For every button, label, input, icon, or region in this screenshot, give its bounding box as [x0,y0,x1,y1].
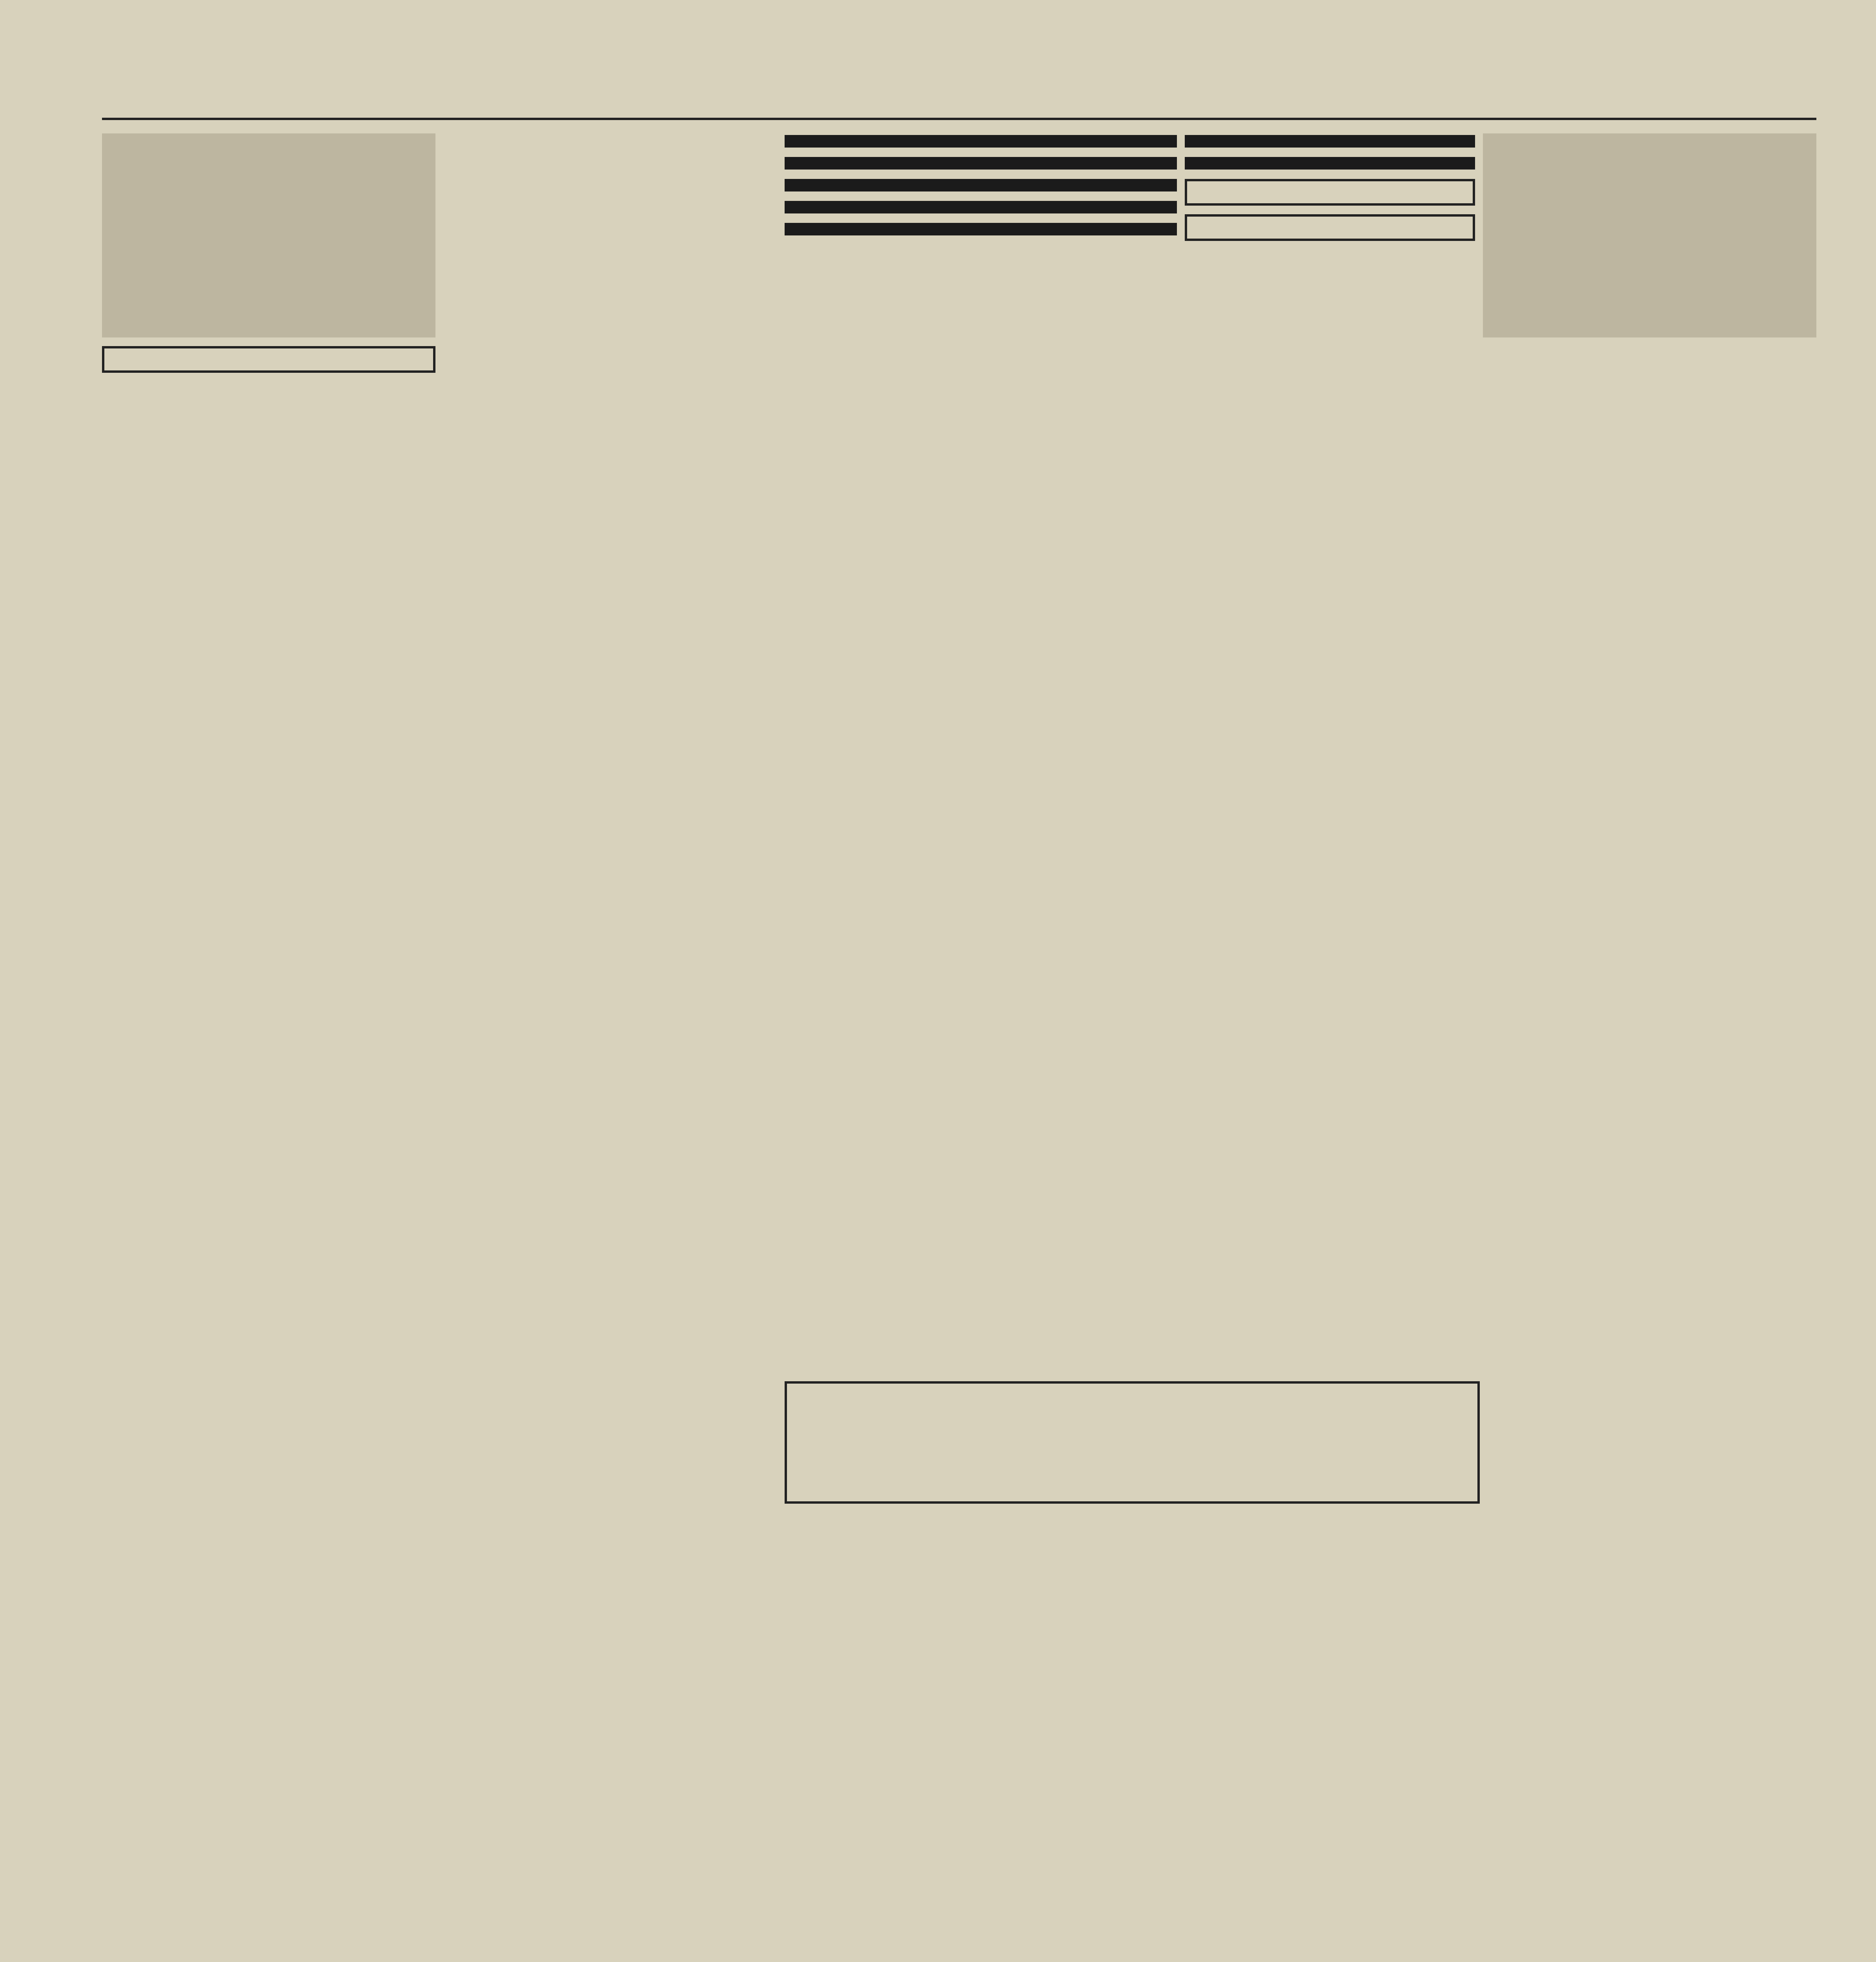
column-4-ad-2 [1185,214,1475,241]
column-4-box-1 [1185,135,1475,148]
gardening-article [785,1515,1475,1962]
ad-illustration [102,133,435,337]
column-1 [102,126,435,1962]
gardening-banner [785,1381,1480,1504]
article-columns [785,1523,1475,1525]
column-4-box-2 [1185,157,1475,170]
page-header [102,71,1816,120]
column-2 [443,126,777,1962]
section-box-1 [785,135,1177,148]
column-5 [1483,126,1816,1962]
section-box-2 [785,157,1177,170]
section-box-4 [785,201,1177,213]
section-box-3 [785,179,1177,191]
section-box-5 [785,223,1177,235]
banner-headline [787,1384,1477,1399]
notice-box [102,346,435,373]
column-3-classifieds [785,126,1177,1491]
column-4-ad-1 [1185,179,1475,206]
column-4-classifieds [1185,126,1475,1491]
column-5-ad-illustration [1483,133,1816,337]
